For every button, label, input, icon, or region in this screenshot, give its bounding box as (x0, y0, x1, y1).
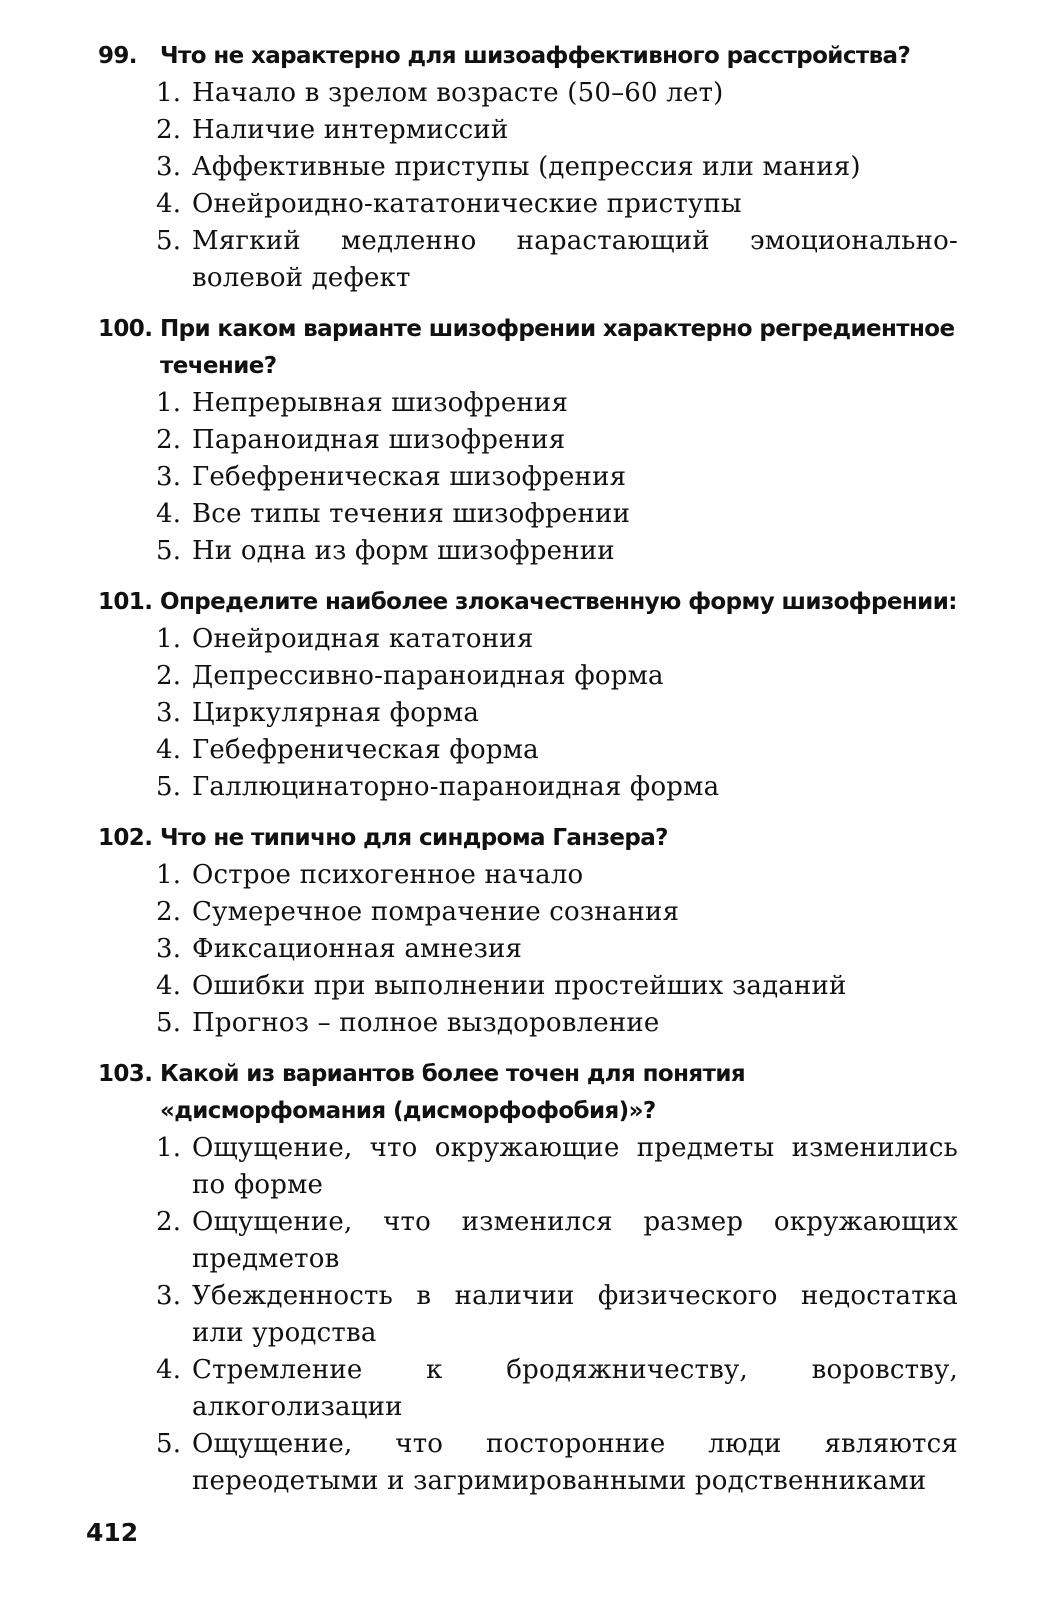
answer-option (156, 968, 958, 1005)
question-text: При каком варианте шизофрении характерно регредиентное течение? (160, 316, 955, 379)
option-text: Прогноз – полное выздоровление (192, 1008, 660, 1038)
answer-option (156, 931, 958, 968)
option-number: 1. (156, 78, 182, 108)
answer-option (156, 1005, 958, 1042)
question-102 (98, 820, 958, 1042)
option-text: Ощущение, что изменился размер окружающих предметов (192, 1207, 958, 1274)
option-number: 2. (156, 897, 182, 927)
question-number: 99. (98, 43, 137, 69)
option-number: 1. (156, 860, 182, 890)
option-text: Мягкий медленно нарастающий эмоционально-волевой дефект (192, 226, 958, 293)
answer-option (156, 1352, 958, 1426)
option-text: Наличие интермиссий (192, 115, 509, 145)
question-103 (98, 1056, 958, 1500)
option-number: 3. (156, 152, 182, 182)
answer-option (156, 769, 958, 806)
answer-option (156, 1278, 958, 1352)
option-text: Все типы течения шизофрении (192, 499, 631, 529)
option-text: Параноидная шизофрения (192, 425, 566, 455)
question-heading (98, 584, 958, 621)
answer-option (156, 496, 958, 533)
question-number: 102. (98, 825, 153, 851)
question-number: 103. (98, 1061, 153, 1087)
option-text: Галлюцинаторно-параноидная форма (192, 772, 720, 802)
option-text: Ни одна из форм шизофрении (192, 536, 615, 566)
option-text: Онейроидно-кататонические приступы (192, 189, 742, 219)
question-number: 100. (98, 316, 153, 342)
option-number: 2. (156, 661, 182, 691)
answer-option (156, 695, 958, 732)
answer-option (156, 75, 958, 112)
answer-options (98, 385, 958, 570)
option-text: Ощущение, что окружающие предметы изменились по форме (192, 1133, 958, 1200)
option-text: Депрессивно-параноидная форма (192, 661, 664, 691)
option-text: Непрерывная шизофрения (192, 388, 569, 418)
option-text: Аффективные приступы (депрессия или мания) (192, 152, 861, 182)
question-101 (98, 584, 958, 806)
answer-option (156, 857, 958, 894)
answer-option (156, 422, 958, 459)
question-number: 101. (98, 589, 153, 615)
option-number: 2. (156, 425, 182, 455)
option-number: 1. (156, 1133, 182, 1163)
option-number: 4. (156, 499, 182, 529)
option-text: Циркулярная форма (192, 698, 480, 728)
option-text: Гебефреническая шизофрения (192, 462, 627, 492)
option-number: 2. (156, 1207, 182, 1237)
answer-option (156, 658, 958, 695)
option-number: 5. (156, 226, 182, 256)
option-text: Ошибки при выполнении простейших заданий (192, 971, 847, 1001)
answer-option (156, 732, 958, 769)
question-text: Что не типично для синдрома Ганзера? (160, 825, 668, 851)
option-number: 4. (156, 971, 182, 1001)
question-heading (98, 1056, 958, 1130)
option-number: 4. (156, 735, 182, 765)
answer-option (156, 1426, 958, 1500)
question-99 (98, 38, 958, 297)
question-100 (98, 311, 958, 570)
answer-option (156, 149, 958, 186)
option-number: 3. (156, 1281, 182, 1311)
answer-option (156, 223, 958, 297)
question-heading (98, 820, 958, 857)
option-number: 5. (156, 1008, 182, 1038)
answer-option (156, 385, 958, 422)
answer-option (156, 621, 958, 658)
option-text: Фиксационная амнезия (192, 934, 523, 964)
option-number: 5. (156, 772, 182, 802)
question-heading (98, 38, 958, 75)
question-text: Определите наиболее злокачественную форму шизофрении: (160, 589, 957, 615)
answer-option (156, 1130, 958, 1204)
answer-options (98, 857, 958, 1042)
answer-options (98, 75, 958, 297)
question-list (98, 38, 958, 1514)
option-text: Убежденность в наличии физического недостатка или уродства (192, 1281, 958, 1348)
question-text: Какой из вариантов более точен для понятия «дисморфомания (дисморфофобия)»? (160, 1061, 745, 1124)
option-text: Стремление к бродяжничеству, воровству, алкоголизации (192, 1355, 958, 1422)
option-text: Начало в зрелом возрасте (50–60 лет) (192, 78, 724, 108)
option-text: Острое психогенное начало (192, 860, 584, 890)
answer-option (156, 186, 958, 223)
question-heading (98, 311, 958, 385)
option-number: 5. (156, 536, 182, 566)
answer-options (98, 1130, 958, 1500)
option-number: 5. (156, 1429, 182, 1459)
option-number: 3. (156, 462, 182, 492)
option-number: 4. (156, 1355, 182, 1385)
answer-option (156, 894, 958, 931)
page-number: 412 (86, 1518, 139, 1547)
option-text: Сумеречное помрачение сознания (192, 897, 680, 927)
answer-options (98, 621, 958, 806)
option-number: 3. (156, 934, 182, 964)
answer-option (156, 459, 958, 496)
question-text: Что не характерно для шизоаффективного расстройства? (160, 43, 911, 69)
option-number: 3. (156, 698, 182, 728)
option-number: 1. (156, 388, 182, 418)
option-text: Онейроидная кататония (192, 624, 534, 654)
option-text: Гебефреническая форма (192, 735, 539, 765)
option-number: 4. (156, 189, 182, 219)
option-number: 1. (156, 624, 182, 654)
answer-option (156, 1204, 958, 1278)
answer-option (156, 112, 958, 149)
answer-option (156, 533, 958, 570)
option-number: 2. (156, 115, 182, 145)
option-text: Ощущение, что посторонние люди являются переодетыми и загримированными родственниками (192, 1429, 958, 1496)
